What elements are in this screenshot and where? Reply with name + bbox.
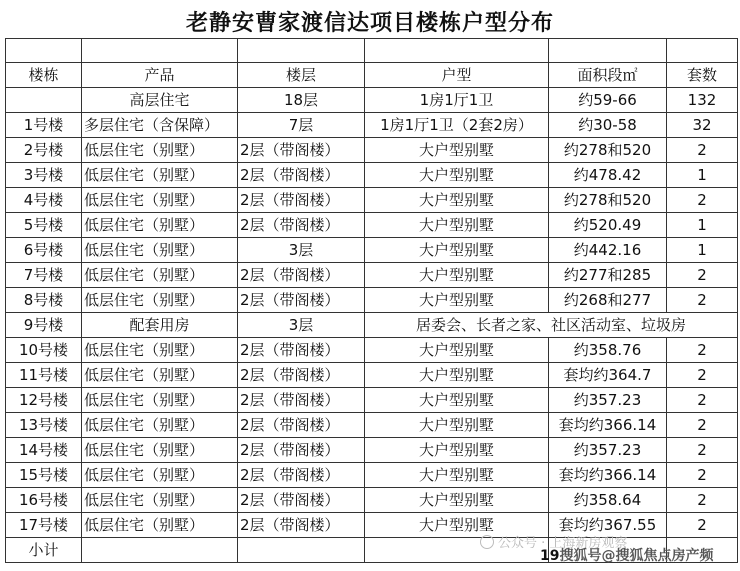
cell-product: 低层住宅（别墅） bbox=[82, 213, 238, 238]
cell-floors: 2层（带阁楼） bbox=[238, 163, 365, 188]
cell-area: 约59-66 bbox=[549, 88, 667, 113]
total-blank-cell bbox=[82, 538, 238, 563]
cell-area: 约478.42 bbox=[549, 163, 667, 188]
cell-area: 约358.76 bbox=[549, 338, 667, 363]
cell-count: 1 bbox=[667, 163, 738, 188]
cell-unit-type: 大户型别墅 bbox=[365, 438, 549, 463]
cell-count: 2 bbox=[667, 288, 738, 313]
cell-count: 2 bbox=[667, 413, 738, 438]
cell-count: 2 bbox=[667, 488, 738, 513]
cell-area: 套均约366.14 bbox=[549, 413, 667, 438]
cell-building: 9号楼 bbox=[6, 313, 82, 338]
page-title: 老静安曹家渡信达项目楼栋户型分布 bbox=[185, 11, 554, 36]
total-count-value: 19 bbox=[540, 548, 560, 564]
cell-count: 132 bbox=[667, 88, 738, 113]
cell-unit-type: 大户型别墅 bbox=[365, 363, 549, 388]
cell-unit-type: 1房1厅1卫（2套2房） bbox=[365, 113, 549, 138]
cell-unit-type: 大户型别墅 bbox=[365, 213, 549, 238]
wechat-icon bbox=[480, 535, 494, 549]
table-row bbox=[6, 438, 738, 463]
table-row bbox=[6, 113, 738, 138]
cell-unit-type: 大户型别墅 bbox=[365, 388, 549, 413]
cell-area: 约442.16 bbox=[549, 238, 667, 263]
table-row bbox=[6, 413, 738, 438]
table-row bbox=[6, 163, 738, 188]
cell-building: 10号楼 bbox=[6, 338, 82, 363]
cell-product: 低层住宅（别墅） bbox=[82, 463, 238, 488]
table-row bbox=[6, 188, 738, 213]
cell-unit-type: 大户型别墅 bbox=[365, 488, 549, 513]
cell-count: 2 bbox=[667, 363, 738, 388]
cell-product: 低层住宅（别墅） bbox=[82, 163, 238, 188]
total-label: 小计 bbox=[6, 538, 82, 563]
cell-product: 低层住宅（别墅） bbox=[82, 188, 238, 213]
cell-count: 32 bbox=[667, 113, 738, 138]
blank-cell bbox=[238, 39, 365, 63]
cell-area: 约278和520 bbox=[549, 138, 667, 163]
header-count: 套数 bbox=[667, 63, 738, 88]
table-row bbox=[6, 263, 738, 288]
cell-building: 11号楼 bbox=[6, 363, 82, 388]
blank-cell bbox=[365, 39, 549, 63]
cell-unit-type: 大户型别墅 bbox=[365, 338, 549, 363]
cell-count: 2 bbox=[667, 388, 738, 413]
cell-floors: 7层 bbox=[238, 113, 365, 138]
table-row bbox=[6, 288, 738, 313]
cell-building: 17号楼 bbox=[6, 513, 82, 538]
cell-product: 低层住宅（别墅） bbox=[82, 238, 238, 263]
cell-product: 高层住宅 bbox=[82, 88, 238, 113]
blank-cell bbox=[6, 39, 82, 63]
table-row bbox=[6, 463, 738, 488]
cell-floors: 18层 bbox=[238, 88, 365, 113]
cell-product: 配套用房 bbox=[82, 313, 238, 338]
cell-building: 14号楼 bbox=[6, 438, 82, 463]
blank-cell bbox=[667, 39, 738, 63]
blank-cell bbox=[82, 39, 238, 63]
cell-product: 低层住宅（别墅） bbox=[82, 488, 238, 513]
cell-count: 2 bbox=[667, 138, 738, 163]
cell-building: 4号楼 bbox=[6, 188, 82, 213]
total-blank-cell bbox=[238, 538, 365, 563]
cell-area: 约268和277 bbox=[549, 288, 667, 313]
cell-area: 约278和520 bbox=[549, 188, 667, 213]
table-row bbox=[6, 213, 738, 238]
cell-building: 7号楼 bbox=[6, 263, 82, 288]
watermark-sohu: 19搜狐号@搜狐焦点房产频 bbox=[540, 548, 714, 564]
table-row bbox=[6, 338, 738, 363]
cell-unit-type: 大户型别墅 bbox=[365, 463, 549, 488]
cell-product: 低层住宅（别墅） bbox=[82, 413, 238, 438]
cell-building: 15号楼 bbox=[6, 463, 82, 488]
table-row bbox=[6, 388, 738, 413]
cell-unit-type: 大户型别墅 bbox=[365, 138, 549, 163]
cell-floors: 2层（带阁楼） bbox=[238, 188, 365, 213]
cell-count: 2 bbox=[667, 463, 738, 488]
cell-building: 2号楼 bbox=[6, 138, 82, 163]
cell-count: 2 bbox=[667, 513, 738, 538]
cell-building: 13号楼 bbox=[6, 413, 82, 438]
header-building: 楼栋 bbox=[6, 63, 82, 88]
cell-count: 2 bbox=[667, 188, 738, 213]
header-unit-type: 户型 bbox=[365, 63, 549, 88]
header-product: 产品 bbox=[82, 63, 238, 88]
cell-unit-type: 大户型别墅 bbox=[365, 288, 549, 313]
cell-floors: 2层（带阁楼） bbox=[238, 263, 365, 288]
cell-area: 约30-58 bbox=[549, 113, 667, 138]
cell-unit-type: 大户型别墅 bbox=[365, 513, 549, 538]
cell-product: 低层住宅（别墅） bbox=[82, 513, 238, 538]
cell-area: 约520.49 bbox=[549, 213, 667, 238]
cell-floors: 2层（带阁楼） bbox=[238, 388, 365, 413]
cell-floors: 2层（带阁楼） bbox=[238, 288, 365, 313]
cell-product: 低层住宅（别墅） bbox=[82, 263, 238, 288]
table-row bbox=[6, 513, 738, 538]
cell-floors: 2层（带阁楼） bbox=[238, 138, 365, 163]
cell-area: 套均约364.7 bbox=[549, 363, 667, 388]
cell-area: 约358.64 bbox=[549, 488, 667, 513]
cell-floors: 3层 bbox=[238, 313, 365, 338]
cell-floors: 2层（带阁楼） bbox=[238, 338, 365, 363]
cell-unit-type: 大户型别墅 bbox=[365, 163, 549, 188]
cell-count: 1 bbox=[667, 213, 738, 238]
cell-product: 低层住宅（别墅） bbox=[82, 363, 238, 388]
cell-product: 低层住宅（别墅） bbox=[82, 438, 238, 463]
cell-building: 12号楼 bbox=[6, 388, 82, 413]
cell-product: 低层住宅（别墅） bbox=[82, 138, 238, 163]
cell-floors: 2层（带阁楼） bbox=[238, 213, 365, 238]
cell-unit-type: 居委会、长者之家、社区活动室、垃圾房 bbox=[365, 313, 738, 338]
table-row bbox=[6, 238, 738, 263]
cell-floors: 2层（带阁楼） bbox=[238, 463, 365, 488]
table-row bbox=[6, 363, 738, 388]
cell-area: 套均约366.14 bbox=[549, 463, 667, 488]
cell-count: 1 bbox=[667, 238, 738, 263]
cell-floors: 3层 bbox=[238, 238, 365, 263]
cell-building: 5号楼 bbox=[6, 213, 82, 238]
cell-building: 8号楼 bbox=[6, 288, 82, 313]
cell-floors: 2层（带阁楼） bbox=[238, 438, 365, 463]
cell-count: 2 bbox=[667, 338, 738, 363]
header-row bbox=[6, 63, 738, 88]
cell-area: 约357.23 bbox=[549, 438, 667, 463]
cell-unit-type: 1房1厅1卫 bbox=[365, 88, 549, 113]
cell-unit-type: 大户型别墅 bbox=[365, 188, 549, 213]
cell-floors: 2层（带阁楼） bbox=[238, 363, 365, 388]
table-row bbox=[6, 488, 738, 513]
cell-area: 约357.23 bbox=[549, 388, 667, 413]
cell-floors: 2层（带阁楼） bbox=[238, 488, 365, 513]
blank-cell bbox=[549, 39, 667, 63]
cell-count: 2 bbox=[667, 263, 738, 288]
cell-count: 2 bbox=[667, 438, 738, 463]
cell-product: 低层住宅（别墅） bbox=[82, 288, 238, 313]
cell-product: 低层住宅（别墅） bbox=[82, 338, 238, 363]
header-floors: 楼层 bbox=[238, 63, 365, 88]
header-area: 面积段㎡ bbox=[549, 63, 667, 88]
cell-building bbox=[6, 88, 82, 113]
unit-distribution-table bbox=[5, 38, 738, 563]
cell-unit-type: 大户型别墅 bbox=[365, 413, 549, 438]
cell-building: 6号楼 bbox=[6, 238, 82, 263]
blank-row bbox=[6, 39, 738, 63]
cell-building: 3号楼 bbox=[6, 163, 82, 188]
cell-floors: 2层（带阁楼） bbox=[238, 413, 365, 438]
cell-product: 低层住宅（别墅） bbox=[82, 388, 238, 413]
cell-floors: 2层（带阁楼） bbox=[238, 513, 365, 538]
cell-area: 套均约367.55 bbox=[549, 513, 667, 538]
cell-building: 1号楼 bbox=[6, 113, 82, 138]
table-row bbox=[6, 88, 738, 113]
table-row bbox=[6, 313, 738, 338]
cell-unit-type: 大户型别墅 bbox=[365, 263, 549, 288]
cell-unit-type: 大户型别墅 bbox=[365, 238, 549, 263]
watermark-wechat: 公众号 · 上海新房观察 bbox=[480, 532, 627, 551]
cell-area: 约277和285 bbox=[549, 263, 667, 288]
cell-product: 多层住宅（含保障） bbox=[82, 113, 238, 138]
table-row bbox=[6, 138, 738, 163]
cell-building: 16号楼 bbox=[6, 488, 82, 513]
